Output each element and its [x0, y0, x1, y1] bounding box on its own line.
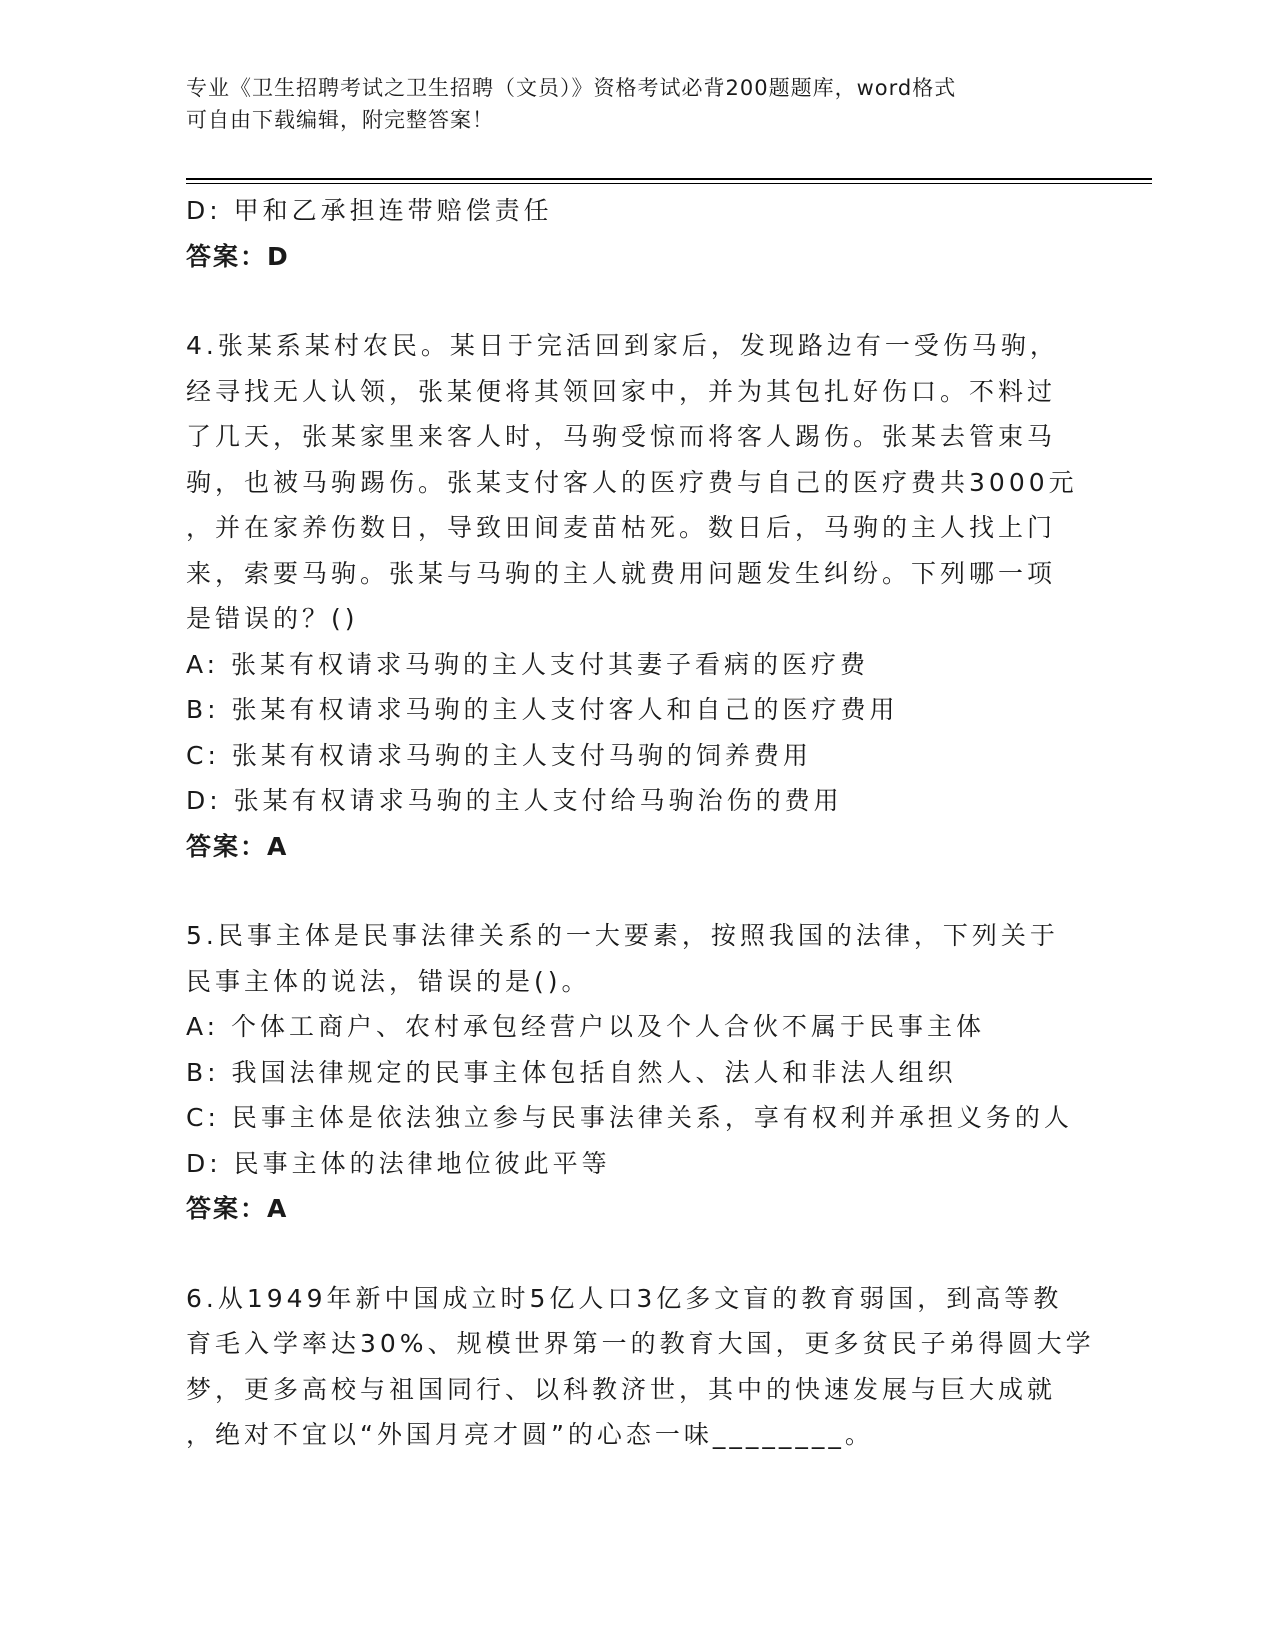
option-c: C: 张某有权请求马驹的主人支付马驹的饲养费用 [186, 740, 812, 770]
document-header [186, 72, 1066, 136]
header-rule-thick [186, 178, 1152, 180]
stem-line: 是错误的？() [186, 604, 359, 633]
stem-line: 经寻找无人认领，张某便将其领回家中，并为其包扎好伤口。不料过 [186, 376, 1057, 406]
question-6 [186, 1276, 1095, 1458]
option-b: B: 我国法律规定的民事主体包括自然人、法人和非法人组织 [186, 1057, 957, 1087]
option-a: A: 个体工商户、农村承包经营户以及个人合伙不属于民事主体 [186, 1012, 986, 1041]
spacer [186, 279, 1086, 323]
stem-line: 民事主体的说法，错误的是()。 [186, 966, 591, 996]
stem-line: 5.民事主体是民事法律关系的一大要素，按照我国的法律，下列关于 [186, 921, 1059, 950]
answer: 答案：D [186, 241, 290, 271]
option-d: D: 民事主体的法律地位彼此平等 [186, 1148, 611, 1178]
stem-line: 育毛入学率达30%、规模世界第一的教育大国，更多贫民子弟得圆大学 [186, 1329, 1095, 1358]
question-stem [186, 913, 1086, 1004]
header-line-1: 专业《卫生招聘考试之卫生招聘（文员）》资格考试必背200题题库，word格式 [186, 76, 957, 100]
question-4 [186, 323, 1086, 869]
stem-line: 6.从1949年新中国成立时5亿人口3亿多文盲的教育弱国，到高等教 [186, 1283, 1063, 1313]
stem-line: ，并在家养伤数日，导致田间麦苗枯死。数日后，马驹的主人找上门 [186, 513, 1057, 542]
spacer [186, 1232, 1086, 1276]
answer: 答案：A [186, 831, 289, 861]
option-b: B: 张某有权请求马驹的主人支付客人和自己的医疗费用 [186, 695, 899, 724]
stem-line: 来，索要马驹。张某与马驹的主人就费用问题发生纠纷。下列哪一项 [186, 558, 1057, 588]
question-stem [186, 1276, 1095, 1458]
stem-line: 4.张某系某村农民。某日于完活回到家后，发现路边有一受伤马驹， [186, 331, 1059, 360]
stem-line: 梦，更多高校与祖国同行、以科教济世，其中的快速发展与巨大成就 [186, 1374, 1057, 1404]
question-3-tail [186, 188, 1086, 279]
question-5 [186, 913, 1086, 1232]
option-c: C: 民事主体是依法独立参与民事法律关系，享有权利并承担义务的人 [186, 1103, 1073, 1132]
question-stem [186, 323, 1086, 642]
answer: 答案：A [186, 1194, 289, 1223]
document-body [186, 188, 1095, 1458]
header-rule-thin [186, 183, 1152, 184]
stem-line: ，绝对不宜以“外国月亮才圆”的心态一味________。 [186, 1420, 874, 1449]
option-d: D: 张某有权请求马驹的主人支付给马驹治伤的费用 [186, 786, 843, 815]
option-a: A: 张某有权请求马驹的主人支付其妻子看病的医疗费 [186, 649, 870, 679]
header-line-2: 可自由下载编辑，附完整答案！ [186, 108, 494, 132]
stem-line: 了几天，张某家里来客人时，马驹受惊而将客人踢伤。张某去管束马 [186, 422, 1057, 451]
spacer [186, 869, 1086, 913]
option-d: D: 甲和乙承担连带赔偿责任 [186, 196, 553, 225]
stem-line: 驹，也被马驹踢伤。张某支付客人的医疗费与自己的医疗费共3000元 [186, 467, 1078, 497]
